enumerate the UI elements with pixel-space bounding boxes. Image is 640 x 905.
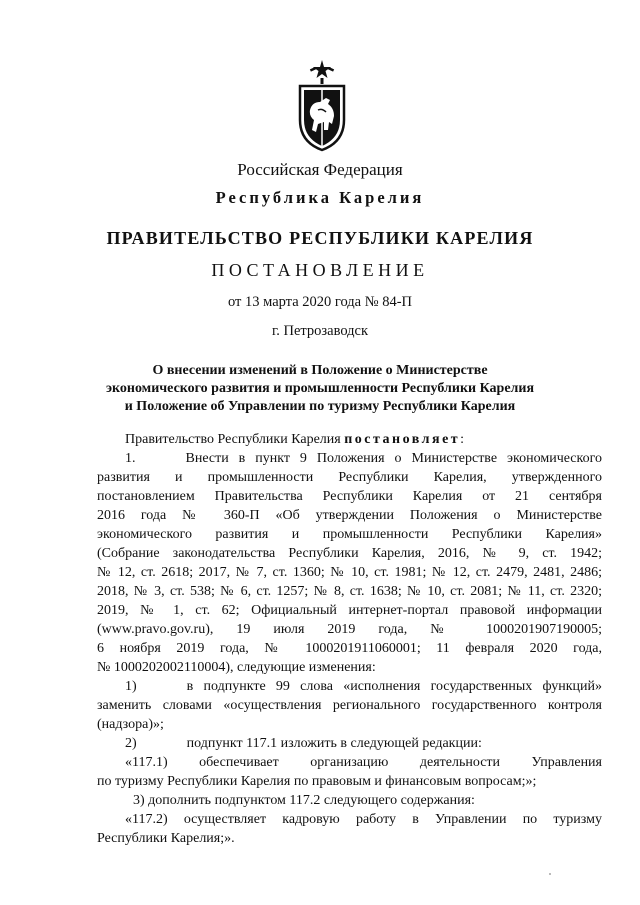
paragraph-1-line: 2016 года № 360-П «Об утверждении Положения о Министерстве [97, 508, 602, 523]
subpoint-1-number: 1) [125, 679, 137, 694]
paragraph-1-line: экономического развития и промышленности Республики Карелия» [97, 527, 602, 542]
document-title [80, 362, 560, 416]
quote-1172-line: «117.2) осуществляет кадровую работу в Управлении по туризму [125, 812, 602, 827]
government-name: ПРАВИТЕЛЬСТВО РЕСПУБЛИКИ КАРЕЛИЯ [106, 228, 534, 248]
intro-prefix: Правительство Республики Карелия [125, 432, 345, 447]
paragraph-1-number: 1. [125, 451, 136, 466]
paragraph-1-line: (Собрание законодательства Республики Карелия, 2016, № 9, ст. 1942; [97, 546, 602, 561]
document-date-number: от 13 марта 2020 года № 84-П [227, 294, 413, 310]
subpoint-3-line: 3) дополнить подпунктом 117.2 следующего содержания: [133, 793, 475, 808]
federation-name: Российская Федерация [237, 160, 403, 179]
paragraph-1-line: 2018, № 3, ст. 538; № 6, ст. 1257; № 8, ст. 1638; № 10, ст. 2081; № 11, ст. 2320; [97, 584, 602, 599]
subpoint-1-line [97, 677, 602, 696]
subpoint-1-line: заменить словами «осуществления регионального государственного контроля [97, 698, 602, 713]
title-line: О внесении изменений в Положение о Министерстве [152, 363, 488, 378]
intro-line [97, 430, 602, 449]
intro-suffix: : [460, 432, 465, 447]
quote-1172-line: Республики Карелия;». [97, 831, 235, 846]
subpoint-2-text: подпункт 117.1 изложить в следующей редакции: [186, 736, 482, 751]
paragraph-1-line: развития и промышленности Республики Карелия, утвержденного [97, 470, 602, 485]
paragraph-1-line: № 1000202002110004), следующие изменения: [97, 660, 376, 675]
quote-1171-line: «117.1) обеспечивает организацию деятельности Управления [125, 755, 602, 770]
quote-1171-line: по туризму Республики Карелия по правовым и финансовым вопросам;»; [97, 774, 537, 789]
intro-spaced-word: постановляет [344, 432, 461, 447]
document-type: ПОСТАНОВЛЕНИЕ [211, 260, 429, 280]
document-body [97, 430, 602, 848]
subpoint-2-number: 2) [125, 736, 137, 751]
paragraph-1-line: № 12, ст. 2618; 2017, № 7, ст. 1360; № 10, ст. 1981; № 12, ст. 2479, 2481, 2486; [97, 565, 602, 580]
title-line: и Положение об Управлении по туризму Республики Карелия [124, 399, 516, 414]
subpoint-2-line [97, 734, 602, 753]
paragraph-1-line: 6 ноября 2019 года, № 1000201911060001; 11 февраля 2020 года, [97, 641, 602, 656]
paragraph-1-line: 2019, № 1, ст. 62; Официальный интернет-портал правовой информации [97, 603, 602, 618]
paragraph-1-text: Внести в пункт 9 Положения о Министерстве экономического [185, 451, 602, 466]
paragraph-1-line: (www.pravo.gov.ru), 19 июля 2019 года, № 1000201907190005; [97, 622, 602, 637]
subpoint-1-text: в подпункте 99 слова «исполнения государственных функций» [186, 679, 602, 694]
paragraph-1-line [97, 449, 602, 468]
subpoint-1-line: (надзора)»; [97, 717, 164, 732]
republic-name: Республика Карелия [215, 188, 425, 207]
coat-of-arms-karelia-icon [296, 58, 348, 152]
scan-speck [549, 873, 551, 875]
paragraph-1-line: постановлением Правительства Республики Карелия от 21 сентября [97, 489, 602, 504]
document-city: г. Петрозаводск [271, 323, 369, 339]
title-line: экономического развития и промышленности Республики Карелия [105, 381, 535, 396]
